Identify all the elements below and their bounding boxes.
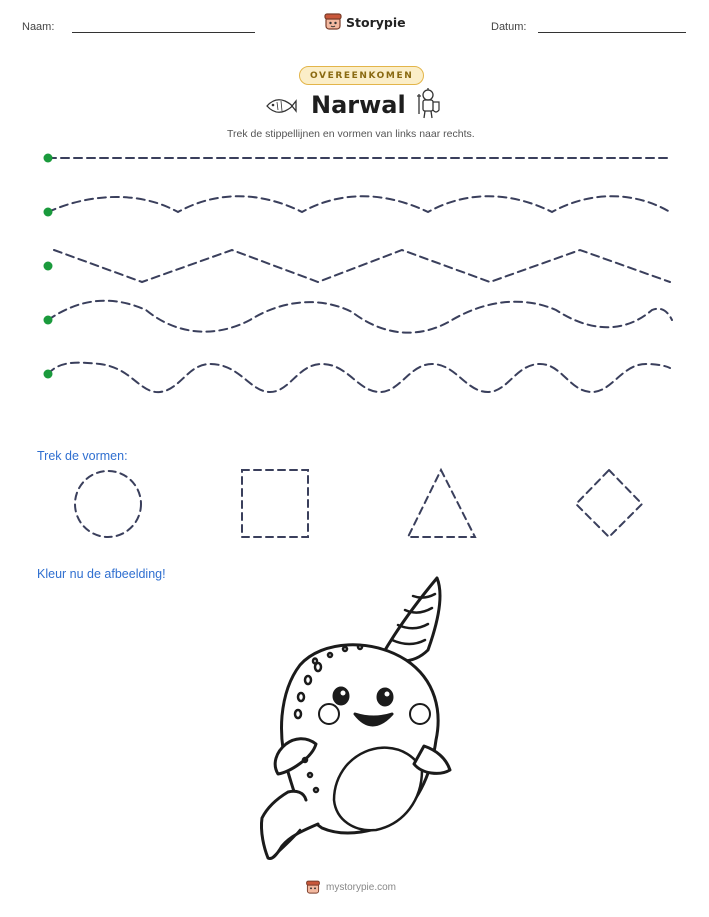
footer-site[interactable]: mystorypie.com bbox=[326, 882, 397, 893]
narwhal-illustration bbox=[261, 578, 450, 859]
shapes-heading: Trek de vormen: bbox=[37, 449, 128, 463]
instruction-text: Trek de stippellijnen en vormen van links naar rechts. bbox=[227, 128, 475, 140]
start-dot-3 bbox=[44, 262, 53, 271]
start-dot-2 bbox=[44, 208, 53, 217]
name-label: Naam: bbox=[22, 21, 55, 33]
trace-circle bbox=[75, 471, 141, 537]
start-dot-1 bbox=[44, 154, 53, 163]
trace-line-wave-1 bbox=[48, 196, 670, 212]
trace-line-bumps bbox=[48, 363, 670, 393]
trace-diamond bbox=[576, 470, 642, 537]
trace-line-wave-2 bbox=[48, 301, 672, 333]
worksheet-title: Narwal bbox=[311, 91, 406, 119]
date-label: Datum: bbox=[491, 21, 527, 33]
color-heading: Kleur nu de afbeelding! bbox=[37, 567, 166, 581]
category-badge: OVEREENKOMEN bbox=[299, 66, 424, 85]
trace-square bbox=[242, 470, 308, 537]
start-dot-4 bbox=[44, 316, 53, 325]
trace-triangle bbox=[408, 470, 475, 537]
brand-name: Storypie bbox=[346, 15, 406, 30]
trace-line-zigzag bbox=[54, 250, 670, 282]
start-dot-5 bbox=[44, 370, 53, 379]
footer-logo-icon bbox=[305, 880, 321, 895]
